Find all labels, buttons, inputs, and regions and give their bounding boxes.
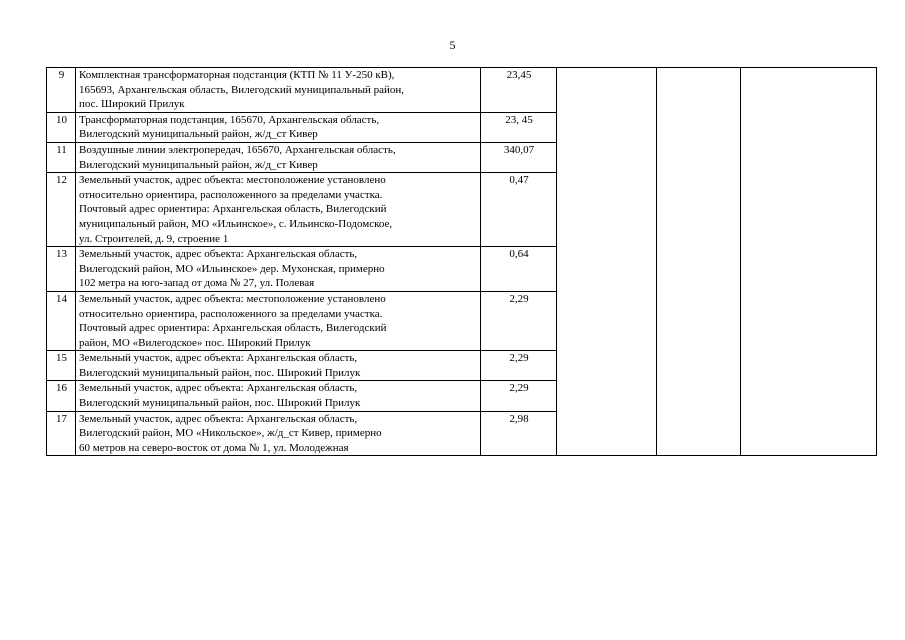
table-row: [47, 291, 877, 350]
area-value-cell: 2,29: [481, 381, 557, 411]
blank-column-5: [657, 173, 741, 247]
table-row: [47, 247, 877, 292]
property-table: [46, 67, 877, 456]
blank-column-6: [741, 173, 877, 247]
row-number-cell: 17: [47, 411, 76, 456]
description-line: Трансформаторная подстанция, 165670, Архангельская область,: [79, 113, 380, 126]
object-description-cell: [76, 411, 481, 456]
description-line: Комплектная трансформаторная подстанция (КТП № 11 У-250 кВ),: [79, 69, 395, 81]
table-row: [47, 381, 877, 411]
area-value-cell: 340,07: [481, 142, 557, 172]
description-line: Земельный участок, адрес объекта: Архангельская область,: [79, 412, 358, 425]
description-line: пос. Широкий Прилук: [79, 98, 185, 111]
blank-column-4: [557, 247, 657, 292]
row-number-cell: 9: [47, 68, 76, 113]
blank-column-5: [657, 381, 741, 411]
blank-column-5: [657, 291, 741, 350]
area-value-cell: 0,64: [481, 247, 557, 292]
description-line: Земельный участок, адрес объекта: местоположение установлено: [79, 174, 386, 187]
description-line: Земельный участок, адрес объекта: Архангельская область,: [79, 248, 358, 261]
blank-column-6: [741, 68, 877, 113]
table-row: [47, 68, 877, 113]
blank-column-6: [741, 351, 877, 381]
blank-column-4: [557, 381, 657, 411]
blank-column-6: [741, 247, 877, 292]
blank-column-4: [557, 112, 657, 142]
description-line: район, МО «Вилегодское» пос. Широкий Прилук: [79, 336, 311, 349]
table-row: [47, 351, 877, 381]
description-line: Вилегодский муниципальный район, ж/д_ст Кивер: [79, 128, 318, 141]
description-line: Вилегодский муниципальный район, пос. Широкий Прилук: [79, 397, 361, 410]
description-line: ул. Строителей, д. 9, строение 1: [79, 232, 229, 245]
table-row: [47, 173, 877, 247]
description-line: 165693, Архангельская область, Вилегодский муниципальный район,: [79, 83, 405, 96]
description-line: Вилегодский район, МО «Никольское», ж/д_ст Кивер, примерно: [79, 427, 382, 440]
description-line: Вилегодский муниципальный район, ж/д_ст Кивер: [79, 158, 318, 171]
blank-column-6: [741, 381, 877, 411]
row-number-cell: 10: [47, 112, 76, 142]
description-line: 60 метров на северо-восток от дома № 1, ул. Молодежная: [79, 441, 349, 454]
object-description-cell: [76, 381, 481, 411]
blank-column-5: [657, 411, 741, 456]
page-number: 5: [449, 38, 456, 52]
blank-column-4: [557, 142, 657, 172]
area-value-cell: 23, 45: [481, 112, 557, 142]
object-description-cell: [76, 351, 481, 381]
row-number-cell: 11: [47, 142, 76, 172]
object-description-cell: [76, 68, 481, 113]
description-line: Воздушные линии электропередач, 165670, Архангельская область,: [79, 143, 396, 156]
row-number-cell: 15: [47, 351, 76, 381]
blank-column-5: [657, 112, 741, 142]
row-number-cell: 14: [47, 291, 76, 350]
blank-column-4: [557, 291, 657, 350]
area-value-cell: 2,29: [481, 351, 557, 381]
description-line: Вилегодский район, МО «Ильинское» дер. Мухонская, примерно: [79, 262, 385, 275]
blank-column-6: [741, 142, 877, 172]
description-line: относительно ориентира, расположенного за пределами участка.: [79, 307, 383, 320]
row-number-cell: 16: [47, 381, 76, 411]
description-line: Земельный участок, адрес объекта: Архангельская область,: [79, 352, 358, 365]
blank-column-6: [741, 112, 877, 142]
area-value-cell: 2,29: [481, 291, 557, 350]
table-row: [47, 112, 877, 142]
blank-column-5: [657, 142, 741, 172]
property-table-body: [47, 68, 877, 456]
description-line: Земельный участок, адрес объекта: Архангельская область,: [79, 382, 358, 395]
row-number-cell: 12: [47, 173, 76, 247]
blank-column-4: [557, 68, 657, 113]
object-description-cell: [76, 291, 481, 350]
description-line: относительно ориентира, расположенного за пределами участка.: [79, 188, 383, 201]
description-line: Земельный участок, адрес объекта: местоположение установлено: [79, 292, 386, 305]
blank-column-4: [557, 411, 657, 456]
object-description-cell: [76, 142, 481, 172]
description-line: Вилегодский муниципальный район, пос. Широкий Прилук: [79, 366, 361, 379]
blank-column-6: [741, 411, 877, 456]
table-row: [47, 142, 877, 172]
object-description-cell: [76, 173, 481, 247]
blank-column-4: [557, 351, 657, 381]
row-number-cell: 13: [47, 247, 76, 292]
blank-column-6: [741, 291, 877, 350]
area-value-cell: 0,47: [481, 173, 557, 247]
object-description-cell: [76, 112, 481, 142]
table-row: [47, 411, 877, 456]
blank-column-5: [657, 351, 741, 381]
description-line: муниципальный район, МО «Ильинское», с. Ильинско-Подомское,: [79, 217, 393, 230]
description-line: Почтовый адрес ориентира: Архангельская область, Вилегодский: [79, 203, 387, 216]
blank-column-4: [557, 173, 657, 247]
description-line: 102 метра на юго-запад от дома № 27, ул. Полевая: [79, 277, 315, 290]
description-line: Почтовый адрес ориентира: Архангельская область, Вилегодский: [79, 322, 387, 335]
object-description-cell: [76, 247, 481, 292]
blank-column-5: [657, 247, 741, 292]
area-value-cell: 2,98: [481, 411, 557, 456]
blank-column-5: [657, 68, 741, 113]
area-value-cell: 23,45: [481, 68, 557, 113]
